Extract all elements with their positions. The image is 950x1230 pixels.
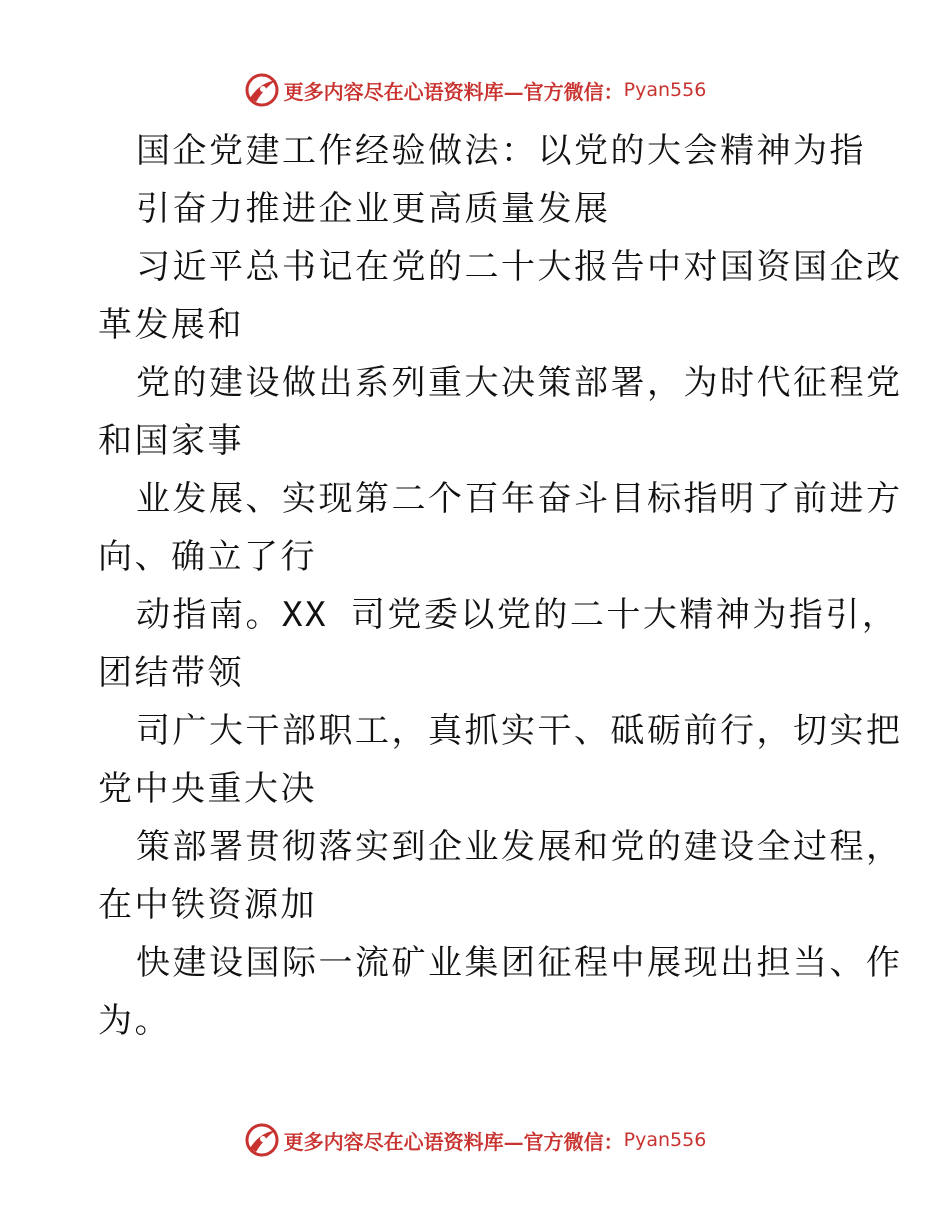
- paragraph-line: 和国家事: [98, 421, 244, 461]
- paragraph-line: 向、确立了行: [98, 537, 317, 577]
- paragraph-line: 为。: [98, 1001, 171, 1041]
- paragraph-line: 在中铁资源加: [98, 885, 317, 925]
- title-line-1: 国企党建工作经验做法：以党的大会精神为指: [136, 131, 866, 171]
- header-banner: [0, 70, 950, 110]
- banner-text: 更多内容尽在心语资料库—官方微信：: [283, 79, 624, 104]
- paragraph-line: 业发展、实现第二个百年奋斗目标指明了前进方: [136, 479, 903, 519]
- footer-banner: [0, 1120, 950, 1160]
- logo-icon: [244, 72, 280, 108]
- banner-text: 更多内容尽在心语资料库—官方微信：: [283, 1129, 624, 1154]
- paragraph-line: 动指南。XX 司党委以党的二十大精神为指引，: [136, 595, 899, 635]
- paragraph-line: 党的建设做出系列重大决策部署，为时代征程党: [136, 363, 903, 403]
- wechat-id: Pyan556: [623, 79, 707, 101]
- paragraph-line: 策部署贯彻落实到企业发展和党的建设全过程，: [136, 827, 903, 867]
- paragraph-line: 习近平总书记在党的二十大报告中对国资国企改: [136, 247, 903, 287]
- paragraph-line: 司广大干部职工，真抓实干、砥砺前行，切实把: [136, 711, 903, 751]
- logo-icon: [244, 1122, 280, 1158]
- title-line-2: 引奋力推进企业更高质量发展: [136, 189, 611, 229]
- paragraph-line: 革发展和: [98, 305, 244, 345]
- paragraph-line: 党中央重大决: [98, 769, 317, 809]
- paragraph-line: 快建设国际一流矿业集团征程中展现出担当、作: [136, 943, 903, 983]
- wechat-id: Pyan556: [623, 1129, 707, 1151]
- paragraph-line: 团结带领: [98, 653, 244, 693]
- article-body: [98, 122, 903, 1050]
